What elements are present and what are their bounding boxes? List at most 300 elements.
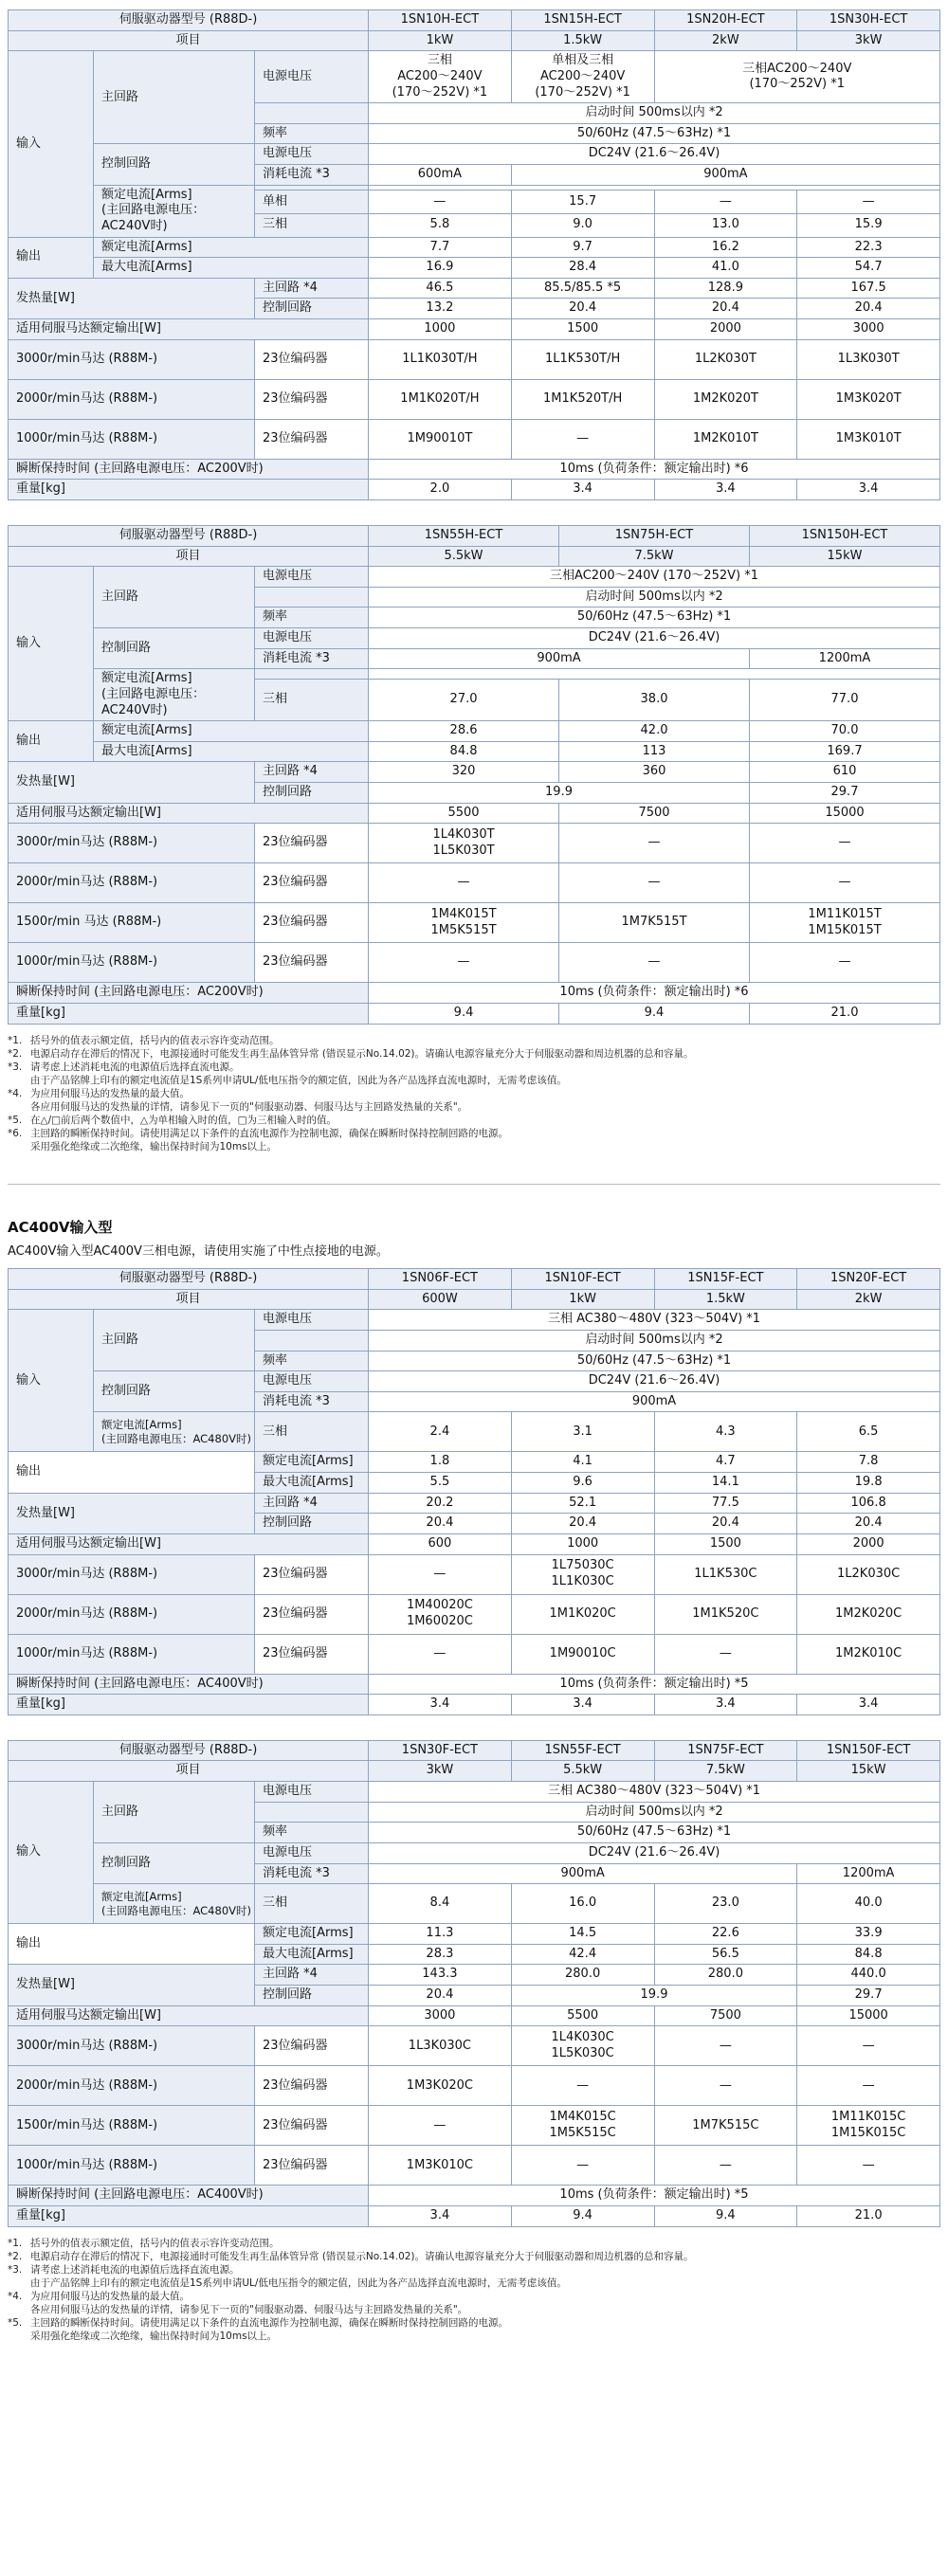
- value-cell: 9.6: [511, 1473, 654, 1494]
- power-cell: 2kW: [654, 30, 797, 51]
- table-row: [9, 459, 940, 480]
- footnote-mark: *4.: [8, 1087, 23, 1099]
- heat-main-label: 主回路 *4: [255, 278, 369, 299]
- input-label: 输入: [9, 51, 94, 237]
- table-row: [9, 2106, 940, 2146]
- encoder-label: 23位编码器: [255, 824, 369, 863]
- motor-2000-label: 2000r/min马达 (R88M-): [9, 2066, 255, 2106]
- encoder-label: 23位编码器: [255, 2026, 369, 2066]
- value-cell: 1M1K020T/H: [369, 379, 512, 419]
- table-row: [9, 51, 940, 103]
- applicable-motor-label: 适用伺服马达额定输出[W]: [9, 1533, 369, 1554]
- value-cell: 29.7: [750, 783, 940, 804]
- value-cell: 106.8: [797, 1493, 940, 1514]
- value-cell: 1M40020C 1M60020C: [369, 1594, 512, 1634]
- value-cell: 1M7K515C: [654, 2106, 797, 2146]
- output-label: 输出: [9, 1924, 255, 1965]
- value-cell: 3.4: [797, 480, 940, 500]
- value-cell: 70.0: [750, 721, 940, 742]
- output-label: 输出: [9, 237, 94, 278]
- value-cell: 9.4: [369, 1003, 559, 1024]
- footnote: [8, 1061, 940, 1074]
- value-cell: 169.7: [750, 741, 940, 762]
- main-circuit-label: 主回路: [94, 1782, 255, 1843]
- table-row: [9, 379, 940, 419]
- footnote: [8, 1127, 940, 1140]
- table-row: [9, 669, 940, 679]
- consumption-label: 消耗电流 *3: [255, 648, 369, 669]
- motor-2000-label: 2000r/min马达 (R88M-): [9, 1594, 255, 1634]
- control-circuit-label: 控制回路: [94, 144, 255, 185]
- startup-time: 启动时间 500ms以内 *2: [369, 1330, 940, 1351]
- table-row: [9, 2186, 940, 2206]
- encoder-label: 23位编码器: [255, 943, 369, 983]
- motor-3000-label: 3000r/min马达 (R88M-): [9, 339, 255, 379]
- value-cell: 42.0: [559, 721, 750, 742]
- table-row: [9, 863, 940, 903]
- value-cell: 3.4: [511, 1695, 654, 1715]
- table-row: [9, 1695, 940, 1715]
- empty-cell: [255, 1802, 369, 1823]
- weight-label: 重量[kg]: [9, 1695, 369, 1715]
- startup-time: 启动时间 500ms以内 *2: [369, 587, 940, 608]
- max-current-label: 最大电流[Arms]: [255, 1944, 369, 1965]
- power-cell: 3kW: [797, 30, 940, 51]
- model-cell: 1SN150F-ECT: [797, 1740, 940, 1761]
- value-cell: 1M3K010T: [797, 419, 940, 459]
- rated-current-label: 额定电流[Arms]: [94, 237, 369, 258]
- footnote-mark: *5.: [8, 2316, 23, 2329]
- consumption-value: 900mA: [369, 1391, 940, 1412]
- model-cell: 1SN20H-ECT: [654, 10, 797, 31]
- value-cell: 1M1K020C: [511, 1594, 654, 1634]
- value-cell: 1M4K015C 1M5K515C: [511, 2106, 654, 2146]
- value-cell: 1.8: [369, 1452, 512, 1473]
- value-cell: 20.4: [654, 299, 797, 319]
- motor-3000-label: 3000r/min马达 (R88M-): [9, 1554, 255, 1594]
- voltage-value: 三相AC200～240V (170～252V) *1: [654, 51, 940, 103]
- heat-control-label: 控制回路: [255, 1986, 369, 2006]
- value-cell: 21.0: [797, 2205, 940, 2226]
- value-cell: 7.8: [797, 1452, 940, 1473]
- footnote: [8, 2263, 940, 2277]
- supply-voltage-label: 电源电压: [255, 1842, 369, 1863]
- input-label: 输入: [9, 1782, 94, 1924]
- power-cell: 5.5kW: [511, 1761, 654, 1782]
- value-cell: 3.4: [654, 1695, 797, 1715]
- value-cell: 280.0: [654, 1965, 797, 1986]
- value-cell: —: [797, 2146, 940, 2186]
- value-cell: 3.4: [369, 2205, 512, 2226]
- motor-1000-label: 1000r/min马达 (R88M-): [9, 419, 255, 459]
- footnote-text: 由于产品铭牌上印有的额定电流值是1S系列申请UL/低电压指令的额定值，因此为各产品选择直流电源时，无需考虑该值。: [30, 1074, 567, 1086]
- three-phase-label: 三相: [255, 1412, 369, 1452]
- value-cell: 54.7: [797, 258, 940, 279]
- footnote-mark: *4.: [8, 2290, 23, 2302]
- value-cell: —: [511, 2146, 654, 2186]
- value-cell: 1M7K515T: [559, 903, 750, 943]
- value-cell: 77.5: [654, 1493, 797, 1514]
- model-cell: 1SN30H-ECT: [797, 10, 940, 31]
- value-cell: 167.5: [797, 278, 940, 299]
- value-cell: 16.9: [369, 258, 512, 279]
- applicable-motor-label: 适用伺服马达额定输出[W]: [9, 2005, 369, 2026]
- hold-time-label: 瞬断保持时间 (主回路电源电压：AC400V时): [9, 1674, 369, 1695]
- empty-cell: [369, 669, 940, 679]
- encoder-label: 23位编码器: [255, 2106, 369, 2146]
- value-cell: —: [369, 1554, 512, 1594]
- table-row: [9, 1452, 940, 1473]
- table-row: [9, 144, 940, 165]
- table-row: [9, 1003, 940, 1024]
- control-circuit-label: 控制回路: [94, 1842, 255, 1883]
- value-cell: 3.4: [369, 1695, 512, 1715]
- supply-voltage-label: 电源电压: [255, 628, 369, 649]
- value-cell: 3.4: [797, 1695, 940, 1715]
- value-cell: 1L4K030T 1L5K030T: [369, 824, 559, 863]
- empty-cell: [255, 103, 369, 124]
- model-header: 伺服驱动器型号 (R88D-): [9, 1269, 369, 1290]
- footnote-mark: *2.: [8, 2250, 23, 2262]
- footnote-text: 括号外的值表示额定值，括号内的值表示容许变动范围。: [30, 1034, 280, 1046]
- footnote: [8, 1140, 940, 1153]
- value-cell: 3.1: [511, 1412, 654, 1452]
- encoder-label: 23位编码器: [255, 1554, 369, 1594]
- value-cell: 1L3K030T: [797, 339, 940, 379]
- table-row: [9, 237, 940, 258]
- three-phase-label: 三相: [255, 1884, 369, 1924]
- model-cell: 1SN55F-ECT: [511, 1740, 654, 1761]
- value-cell: 42.4: [511, 1944, 654, 1965]
- value-cell: 1M1K520C: [654, 1594, 797, 1634]
- control-circuit-label: 控制回路: [94, 628, 255, 669]
- motor-3000-label: 3000r/min马达 (R88M-): [9, 2026, 255, 2066]
- table-row: [9, 339, 940, 379]
- value-cell: 1M1K520T/H: [511, 379, 654, 419]
- model-cell: 1SN20F-ECT: [797, 1269, 940, 1290]
- model-cell: 1SN75F-ECT: [654, 1740, 797, 1761]
- table-row: [9, 2026, 940, 2066]
- consumption-value: 600mA: [369, 165, 512, 186]
- model-header: 伺服驱动器型号 (R88D-): [9, 525, 369, 546]
- value-cell: 6.5: [797, 1412, 940, 1452]
- table-row: [9, 1412, 940, 1452]
- value-cell: —: [369, 190, 512, 214]
- value-cell: 38.0: [559, 679, 750, 721]
- footnote: [8, 1087, 940, 1100]
- value-cell: 20.4: [369, 1986, 512, 2006]
- value-cell: —: [654, 190, 797, 214]
- value-cell: 7500: [654, 2005, 797, 2026]
- weight-label: 重量[kg]: [9, 2205, 369, 2226]
- value-cell: 320: [369, 762, 559, 783]
- value-cell: 21.0: [750, 1003, 940, 1024]
- encoder-label: 23位编码器: [255, 903, 369, 943]
- value-cell: 41.0: [654, 258, 797, 279]
- empty-cell: [255, 587, 369, 608]
- value-cell: 14.1: [654, 1473, 797, 1494]
- hold-time-label: 瞬断保持时间 (主回路电源电压：AC400V时): [9, 2186, 369, 2206]
- value-cell: 19.8: [797, 1473, 940, 1494]
- heat-label: 发热量[W]: [9, 1493, 255, 1533]
- power-cell: 3kW: [369, 1761, 512, 1782]
- value-cell: 3.4: [511, 480, 654, 500]
- table-row: [9, 319, 940, 340]
- power-cell: 15kW: [750, 546, 940, 567]
- power-cell: 1kW: [369, 30, 512, 51]
- output-label: 输出: [9, 721, 94, 762]
- control-voltage-value: DC24V (21.6～26.4V): [369, 628, 940, 649]
- spec-table-ac200-large: [8, 525, 940, 1025]
- startup-time: 启动时间 500ms以内 *2: [369, 1802, 940, 1823]
- value-cell: 1L1K030T/H: [369, 339, 512, 379]
- input-label: 输入: [9, 1310, 94, 1452]
- value-cell: 7.7: [369, 237, 512, 258]
- consumption-value: 900mA: [369, 648, 750, 669]
- value-cell: 23.0: [654, 1884, 797, 1924]
- power-cell: 15kW: [797, 1761, 940, 1782]
- value-cell: 3000: [369, 2005, 512, 2026]
- value-cell: —: [797, 190, 940, 214]
- weight-label: 重量[kg]: [9, 1003, 369, 1024]
- supply-voltage-label: 电源电压: [255, 1310, 369, 1331]
- value-cell: 1M2K020T: [654, 379, 797, 419]
- value-cell: 22.3: [797, 237, 940, 258]
- rated-input-label: 额定电流[Arms] (主回路电源电压：AC480V时): [94, 1412, 255, 1452]
- value-cell: 20.2: [369, 1493, 512, 1514]
- footnote-text: 主回路的瞬断保持时间。请使用满足以下条件的直流电源作为控制电源，确保在瞬断时保持控制回路的电源。: [30, 2316, 508, 2329]
- footnote-mark: *3.: [8, 1061, 23, 1073]
- supply-voltage-label: 电源电压: [255, 1371, 369, 1392]
- table-row: [9, 10, 940, 31]
- heat-control-label: 控制回路: [255, 299, 369, 319]
- model-cell: 1SN30F-ECT: [369, 1740, 512, 1761]
- rated-current-label: 额定电流[Arms]: [94, 721, 369, 742]
- value-cell: 20.4: [797, 1514, 940, 1534]
- value-cell: 9.4: [654, 2205, 797, 2226]
- power-cell: 2kW: [797, 1289, 940, 1310]
- value-cell: 1000: [369, 319, 512, 340]
- rated-input-label: 额定电流[Arms] (主回路电源电压：AC480V时): [94, 1884, 255, 1924]
- applicable-motor-label: 适用伺服马达额定输出[W]: [9, 319, 369, 340]
- value-cell: 4.3: [654, 1412, 797, 1452]
- hold-time-value: 10ms (负荷条件：额定输出时) *5: [369, 2186, 940, 2206]
- value-cell: 9.4: [559, 1003, 750, 1024]
- supply-voltage-label: 电源电压: [255, 144, 369, 165]
- value-cell: 28.6: [369, 721, 559, 742]
- value-cell: 1L4K030C 1L5K030C: [511, 2026, 654, 2066]
- value-cell: 16.2: [654, 237, 797, 258]
- value-cell: 1L3K030C: [369, 2026, 512, 2066]
- consumption-label: 消耗电流 *3: [255, 1863, 369, 1884]
- value-cell: 1M2K010T: [654, 419, 797, 459]
- footnote-mark: *1.: [8, 1034, 23, 1046]
- value-cell: 56.5: [654, 1944, 797, 1965]
- voltage-value: 三相AC200～240V (170～252V) *1: [369, 567, 940, 588]
- value-cell: 4.7: [654, 1452, 797, 1473]
- rated-current-label: 额定电流[Arms]: [255, 1924, 369, 1945]
- value-cell: 46.5: [369, 278, 512, 299]
- value-cell: 20.4: [369, 1514, 512, 1534]
- table-row: [9, 1884, 940, 1924]
- frequency-value: 50/60Hz (47.5～63Hz) *1: [369, 123, 940, 144]
- value-cell: 360: [559, 762, 750, 783]
- table-row: [9, 721, 940, 742]
- consumption-value: 900mA: [369, 1863, 797, 1884]
- value-cell: 1L75030C 1L1K030C: [511, 1554, 654, 1594]
- encoder-label: 23位编码器: [255, 379, 369, 419]
- consumption-value: 900mA: [511, 165, 939, 186]
- rated-input-label: 额定电流[Arms] (主回路电源电压： AC240V时): [94, 669, 255, 721]
- value-cell: 2000: [797, 1533, 940, 1554]
- table-row: [9, 1842, 940, 1863]
- value-cell: 14.5: [511, 1924, 654, 1945]
- encoder-label: 23位编码器: [255, 863, 369, 903]
- footnote-mark: *5.: [8, 1114, 23, 1126]
- value-cell: 3000: [797, 319, 940, 340]
- table-row: [9, 824, 940, 863]
- value-cell: 610: [750, 762, 940, 783]
- model-cell: 1SN15H-ECT: [511, 10, 654, 31]
- three-phase-label: 三相: [255, 213, 369, 237]
- item-header: 项目: [9, 1289, 369, 1310]
- footnote-text: 采用强化绝缘或二次绝缘，输出保持时间为10ms以上。: [30, 1141, 278, 1152]
- footnote-mark: *1.: [8, 2237, 23, 2249]
- motor-1500-label: 1500r/min 马达 (R88M-): [9, 903, 255, 943]
- footnote: [8, 2250, 940, 2263]
- voltage-value: 三相 AC380～480V (323～504V) *1: [369, 1782, 940, 1803]
- value-cell: 113: [559, 741, 750, 762]
- value-cell: —: [797, 2026, 940, 2066]
- value-cell: 3.4: [654, 480, 797, 500]
- table-row: [9, 741, 940, 762]
- footnote: [8, 2303, 940, 2316]
- model-cell: 1SN10F-ECT: [511, 1269, 654, 1290]
- footnotes-ac200: [8, 1034, 940, 1154]
- value-cell: 19.9: [369, 783, 750, 804]
- value-cell: 280.0: [511, 1965, 654, 1986]
- table-row: [9, 803, 940, 824]
- max-current-label: 最大电流[Arms]: [94, 741, 369, 762]
- three-phase-label: 三相: [255, 679, 369, 721]
- footnote-text: 主回路的瞬断保持时间。请使用满足以下条件的直流电源作为控制电源，确保在瞬断时保持控制回路的电源。: [30, 1127, 508, 1139]
- table-row: [9, 2205, 940, 2226]
- footnote: [8, 1074, 940, 1087]
- value-cell: 52.1: [511, 1493, 654, 1514]
- max-current-label: 最大电流[Arms]: [94, 258, 369, 279]
- table-row: [9, 1310, 940, 1331]
- value-cell: 13.0: [654, 213, 797, 237]
- value-cell: 7500: [559, 803, 750, 824]
- power-cell: 1kW: [511, 1289, 654, 1310]
- value-cell: 5.5: [369, 1473, 512, 1494]
- applicable-motor-label: 适用伺服马达额定输出[W]: [9, 803, 369, 824]
- consumption-label: 消耗电流 *3: [255, 165, 369, 186]
- value-cell: —: [369, 943, 559, 983]
- footnote: [8, 2290, 940, 2303]
- value-cell: 2.4: [369, 1412, 512, 1452]
- voltage-value: 三相 AC200～240V (170～252V) *1: [369, 51, 512, 103]
- empty-cell: [255, 669, 369, 679]
- table-row: [9, 1533, 940, 1554]
- motor-2000-label: 2000r/min马达 (R88M-): [9, 379, 255, 419]
- voltage-value: 三相 AC380～480V (323～504V) *1: [369, 1310, 940, 1331]
- item-header: 项目: [9, 1761, 369, 1782]
- consumption-label: 消耗电流 *3: [255, 1391, 369, 1412]
- table-row: [9, 903, 940, 943]
- footnote-mark: *2.: [8, 1047, 23, 1060]
- value-cell: —: [654, 2026, 797, 2066]
- empty-cell: [255, 1330, 369, 1351]
- footnote-text: 电源启动存在滞后的情况下，电源接通时可能发生再生晶体管异常 (错误显示No.14.02)。请确认电源容量充分大于伺服驱动器和周边机器的总和容量。: [30, 1047, 694, 1060]
- table-row: [9, 1554, 940, 1594]
- consumption-value: 1200mA: [750, 648, 940, 669]
- footnote: [8, 1114, 940, 1127]
- control-voltage-value: DC24V (21.6～26.4V): [369, 1371, 940, 1392]
- value-cell: 16.0: [511, 1884, 654, 1924]
- footnotes-ac400: [8, 2237, 940, 2344]
- supply-voltage-label: 电源电压: [255, 51, 369, 103]
- value-cell: 1M4K015T 1M5K515T: [369, 903, 559, 943]
- heat-control-label: 控制回路: [255, 1514, 369, 1534]
- value-cell: 1L1K530C: [654, 1554, 797, 1594]
- frequency-label: 频率: [255, 123, 369, 144]
- value-cell: 1M2K010C: [797, 1634, 940, 1674]
- value-cell: 1M90010T: [369, 419, 512, 459]
- footnote-text: 各应用伺服马达的发热量的详情，请参见下一页的"伺服驱动器、伺服马达与主回路发热量的关系"。: [30, 1100, 468, 1113]
- value-cell: 143.3: [369, 1965, 512, 1986]
- motor-3000-label: 3000r/min马达 (R88M-): [9, 824, 255, 863]
- voltage-value: 单相及三相 AC200～240V (170～252V) *1: [511, 51, 654, 103]
- spec-table-ac400-small: [8, 1268, 940, 1715]
- model-cell: 1SN55H-ECT: [369, 525, 559, 546]
- value-cell: 29.7: [797, 1986, 940, 2006]
- frequency-label: 频率: [255, 608, 369, 628]
- model-header: 伺服驱动器型号 (R88D-): [9, 10, 369, 31]
- motor-1500-label: 1500r/min马达 (R88M-): [9, 2106, 255, 2146]
- footnote-text: 为应用伺服马达的发热量的最大值。: [30, 1087, 190, 1099]
- value-cell: 4.1: [511, 1452, 654, 1473]
- value-cell: 84.8: [797, 1944, 940, 1965]
- heat-label: 发热量[W]: [9, 278, 255, 318]
- heat-main-label: 主回路 *4: [255, 762, 369, 783]
- frequency-label: 频率: [255, 1351, 369, 1371]
- value-cell: 1M11K015C 1M15K015C: [797, 2106, 940, 2146]
- control-circuit-label: 控制回路: [94, 1371, 255, 1412]
- footnote: [8, 2316, 940, 2330]
- footnote: [8, 1047, 940, 1061]
- value-cell: 22.6: [654, 1924, 797, 1945]
- table-row: [9, 1371, 940, 1392]
- value-cell: 11.3: [369, 1924, 512, 1945]
- heat-main-label: 主回路 *4: [255, 1493, 369, 1514]
- heat-label: 发热量[W]: [9, 762, 255, 803]
- value-cell: 1M11K015T 1M15K015T: [750, 903, 940, 943]
- value-cell: 20.4: [654, 1514, 797, 1534]
- heat-label: 发热量[W]: [9, 1965, 255, 2005]
- table-row: [9, 1924, 940, 1945]
- table-row: [9, 278, 940, 299]
- encoder-label: 23位编码器: [255, 2146, 369, 2186]
- footnote-text: 由于产品铭牌上印有的额定电流值是1S系列申请UL/低电压指令的额定值，因此为各产品选择直流电源时，无需考虑该值。: [30, 2277, 567, 2289]
- section-title: AC400V输入型: [8, 1219, 113, 1237]
- value-cell: 28.3: [369, 1944, 512, 1965]
- main-circuit-label: 主回路: [94, 1310, 255, 1371]
- value-cell: 440.0: [797, 1965, 940, 1986]
- value-cell: —: [559, 863, 750, 903]
- value-cell: 1L2K030C: [797, 1554, 940, 1594]
- table-row: [9, 1594, 940, 1634]
